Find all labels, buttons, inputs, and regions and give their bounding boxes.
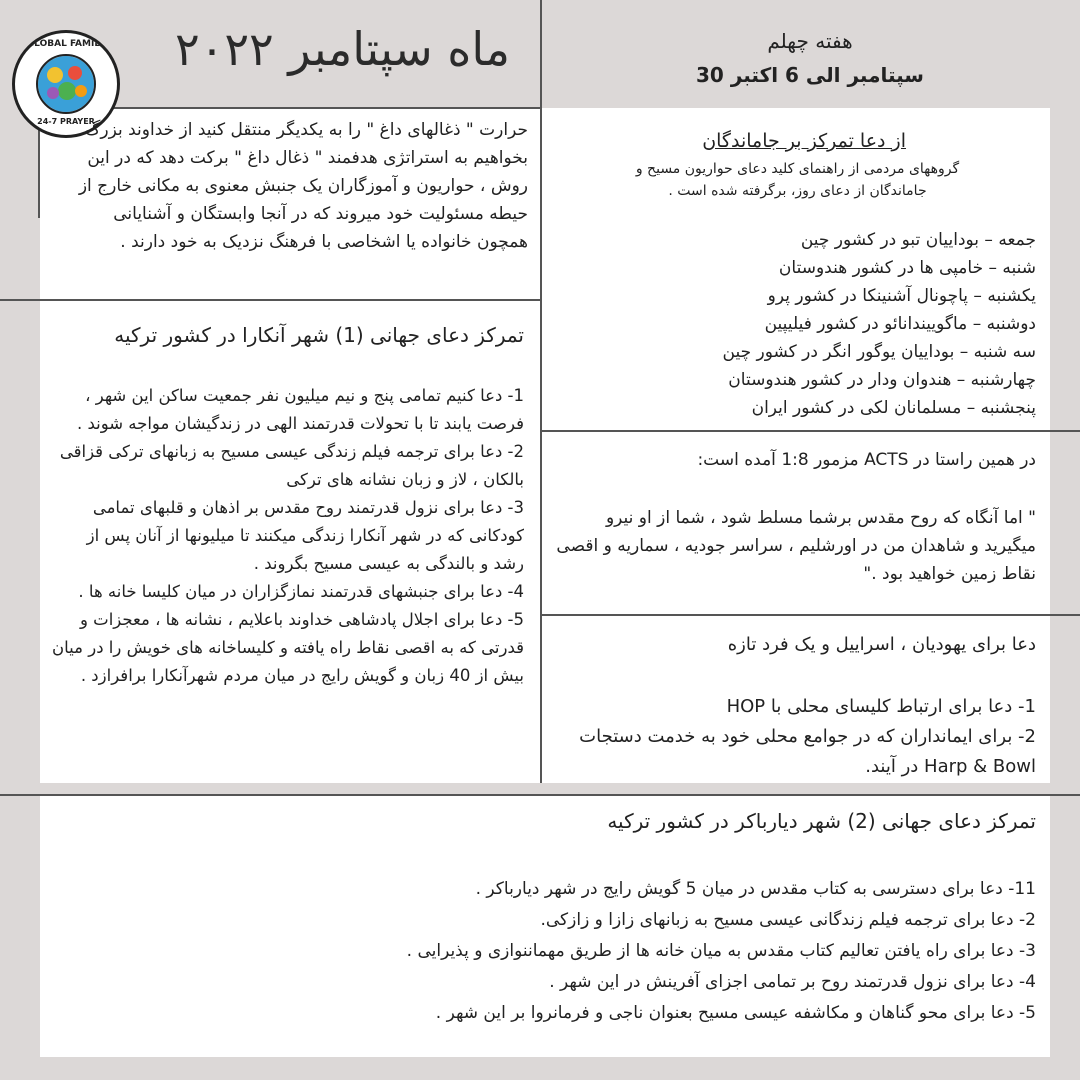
ankara-item: 2- دعا برای ترجمه فیلم زندگی عیسی مسیح به زبانهای ترکی قزاقی بالکان ، لاز و زبان نشانه های ترکی bbox=[59, 442, 524, 489]
intro-text: حرارت " ذغالهای داغ " را به یکدیگر منتقل کنید از خداوند بزرگ بخواهیم به استراتژی هدفمند " ذغال داغ " برکت دهد که در این روش ، حواریون و آموزگاران یک جنبش معنوی به مکانی خارج از حیطه مسئولیت خود میروند که در آنجا وابستگان و آشنایانی همچون خانواده یا اشخاصی با فرهنگ نزدیک به خود دارند . bbox=[78, 120, 528, 252]
acts-quote: " اما آنگاه که روح مقدس برشما مسلط شود ، شما از او نیرو میگیرید و شاهدان من در اورشلیم ، سراسر جودیه ، سماریه و اقصی نقاط زمین خواهید بود ." bbox=[556, 508, 1036, 584]
diyarbakir-title: تمرکز دعای جهانی (2) شهر دیارباکر در کشور ترکیه bbox=[607, 809, 1036, 833]
vertical-divider bbox=[540, 0, 542, 783]
diyarbakir-item: 4- دعا برای نزول قدرتمند روح بر تمامی اجزای آفرینش در این شهر . bbox=[549, 972, 1036, 992]
week-dates: 30 سپتامبر الی 6 اکتبر bbox=[696, 63, 924, 87]
diyarbakir-item: 5- دعا برای محو گناهان و مکاشفه عیسی مسیح بعنوان ناجی و فرمانروا بر این شهر . bbox=[435, 1003, 1036, 1023]
unreached-subtitle: گروههای مردمی از راهنمای کلید دعای حواریون مسیح و جاماندگان از دعای روز، برگرفته شده است . bbox=[635, 161, 960, 199]
logo-text-bottom: 24-7 PRAYER bbox=[37, 117, 95, 126]
israel-title: دعا برای یهودیان ، اسراییل و یک فرد تازه bbox=[727, 634, 1036, 655]
unreached-day: پنجشنبه – مسلمانان لکی در کشور ایران bbox=[751, 398, 1036, 418]
right-divider-1 bbox=[540, 430, 1080, 432]
header-divider-left bbox=[40, 107, 540, 109]
ankara-items bbox=[52, 382, 524, 690]
ankara-item: 4- دعا برای جنبشهای قدرتمند نمازگزاران در میان کلیسا خانه ها . bbox=[78, 582, 524, 601]
left-divider bbox=[0, 299, 540, 301]
diyarbakir-item: 3- دعا برای راه یافتن تعالیم کتاب مقدس به میان خانه ها از طریق مهماننوازی و پذیرایی . bbox=[406, 941, 1036, 961]
diyarbakir-items bbox=[60, 874, 1036, 1029]
unreached-day: یکشنبه – پاچونال آشنینکا در کشور پرو bbox=[767, 286, 1036, 306]
month-title: ماه سپتامبر ۲۰۲۲ bbox=[174, 22, 510, 76]
week-label: هفته چهلم bbox=[767, 29, 853, 53]
right-divider-2 bbox=[540, 614, 1080, 616]
diyarbakir-item: 2- دعا برای ترجمه فیلم زندگانی عیسی مسیح به زبانهای زازا و زازکی. bbox=[540, 910, 1036, 930]
israel-items bbox=[556, 692, 1036, 782]
israel-item: 1- دعا برای ارتباط کلیسای محلی با HOP bbox=[726, 696, 1036, 717]
unreached-days bbox=[560, 226, 1036, 422]
ankara-title: تمرکز دعای جهانی (1) شهر آنکارا در کشور ترکیه bbox=[114, 323, 524, 347]
diyarbakir-item: 11- دعا برای دسترسی به کتاب مقدس در میان 5 گویش رایج در شهر دیارباکر . bbox=[475, 879, 1036, 899]
ankara-item: 3- دعا برای نزول قدرتمند روح مقدس بر اذهان و قلبهای تمامی کودکانی که در شهر آنکارا زندگی میکنند تا میلیونها از آنان پس از رشد و بالندگی به عیسی مسیح بگروند . bbox=[86, 498, 524, 573]
logo-text-top: GLOBAL FAMILY bbox=[26, 39, 106, 49]
ankara-item: 5- دعا برای اجلال پادشاهی خداوند باعلایم ، نشانه ها ، معجزات و قدرتی که به اقصی نقاط راه یافته و کلیساخانه های خویش را در میان بیش از 40 زبان و گویش رایج در میان مردم شهرآنکارا برافرازد . bbox=[52, 610, 524, 685]
ankara-item: 1- دعا کنیم تمامی پنج و نیم میلیون نفر جمعیت ساکن این شهر ، فرصت یابند تا با تحولات قدرتمند الهی در زندگیشان مواجه شوند . bbox=[76, 386, 524, 433]
unreached-day: شنبه – خامپی ها در کشور هندوستان bbox=[778, 258, 1036, 278]
bottom-divider bbox=[0, 794, 1080, 796]
acts-intro: در همین راستا در ACTS مزمور 1:8 آمده است: bbox=[697, 450, 1036, 470]
unreached-day: جمعه – بوداییان تبو در کشور چین bbox=[800, 230, 1036, 250]
unreached-title: از دعا تمرکز بر جاماندگان bbox=[702, 130, 906, 152]
unreached-day: چهارشنبه – هندوان ودار در کشور هندوستان bbox=[728, 370, 1036, 390]
unreached-day: دوشنبه – ماگوییندانائو در کشور فیلیپین bbox=[764, 314, 1036, 334]
israel-item: 2- برای ایمانداران که در جوامع محلی خود به خدمت دستجات Harp & Bowl در آیند. bbox=[579, 726, 1036, 777]
unreached-day: سه شنبه – بوداییان یوگور انگر در کشور چین bbox=[722, 342, 1036, 362]
